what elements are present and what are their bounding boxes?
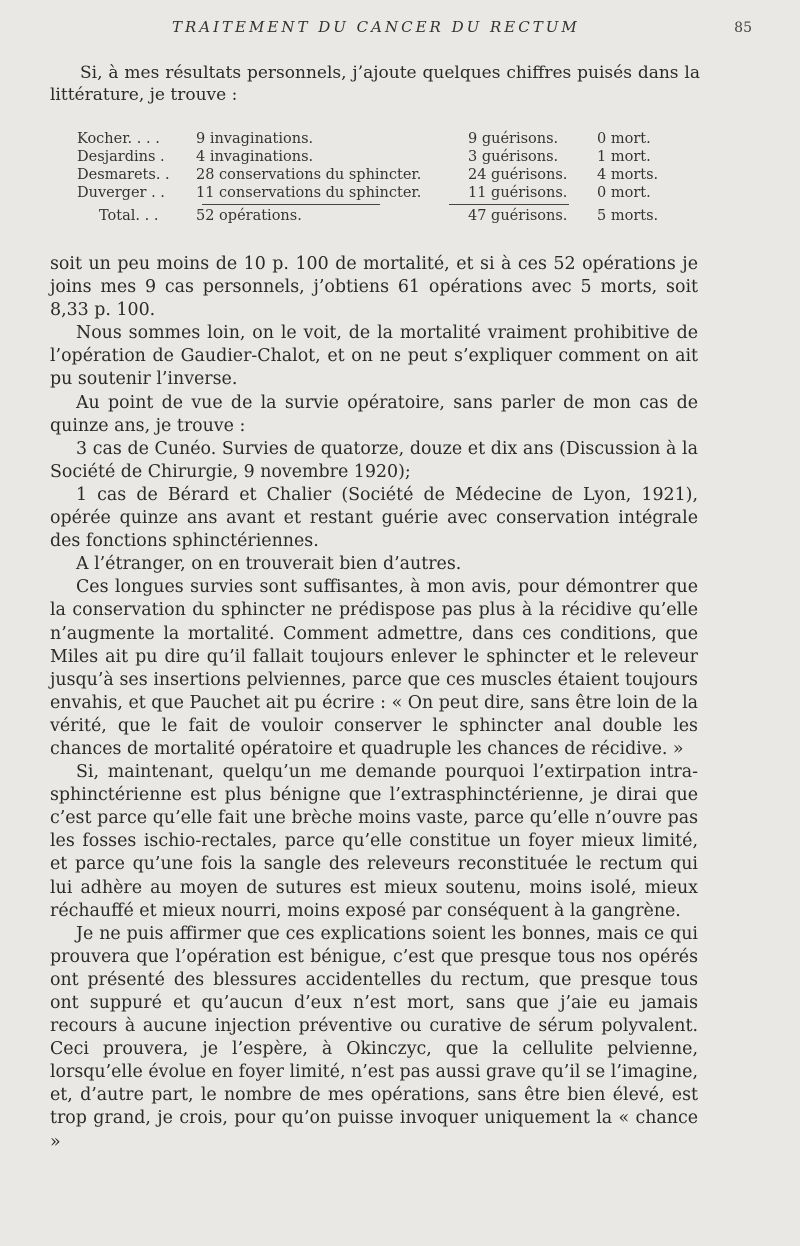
total-label: Total. . . [99, 208, 159, 224]
results-cell: 9 guérisons. [468, 131, 559, 147]
paragraph: Au point de vue de la survie opératoire, sans parler de mon cas de quinze ans, je trouve : [50, 392, 698, 436]
paragraph: Si, maintenant, quelqu’un me demande pourquoi l’extirpation intra-sphinctérienne est plus bénigne que l’extrasphinctérienne, je dirai que c’est parce qu’elle fait une brèche moins vaste, parce qu’elle n’ouvre pas les fosses ischio-rectales, parce qu’elle constitue un foyer mieux limité, et parce qu’une fois la sangle des releveurs reconstituée le rectum qui lui adhère au moyen de sutures est mieux soutenu, moins isolé, mieux réchauffé et mieux nourri, moins exposé par conséquent à la gangrène. [50, 762, 698, 921]
table-rule [449, 204, 569, 205]
page-number: 85 [734, 20, 752, 36]
surgeon-name: Duverger . . [77, 185, 165, 201]
deaths-cell: 4 morts. [597, 167, 659, 183]
deaths-cell: 0 mort. [597, 185, 651, 201]
results-cell: 3 guérisons. [468, 149, 559, 165]
deaths-cell: 0 mort. [597, 131, 651, 147]
body-text [50, 253, 698, 1154]
results-cell: 24 guérisons. [468, 167, 568, 183]
running-title: TRAITEMENT DU CANCER DU RECTUM [172, 18, 580, 36]
operations-cell: 9 invaginations. [196, 131, 314, 147]
operations-cell: 11 conservations du sphincter. [196, 185, 422, 201]
paragraph: Je ne puis affirmer que ces explications soient les bonnes, mais ce qui prouvera que l’opération est bénigue, c’est que presque tous nos opérés ont présenté des blessures accidentelles du rectum, que presque tous ont suppuré et qu’aucun d’eux n’est mort, sans que j’aie eu jamais recours à aucune injection préventive ou curative de sérum polyvalent. Ceci prouvera, je l’espère, à Okinczyc, que la cellulite pelvienne, lorsqu’elle évolue en foyer limité, n’est pas aussi grave qu’il se l’imagine, et, d’autre part, le nombre de mes opérations, sans être bien élevé, est trop grand, je crois, pour qu’on puisse invoquer uniquement la « chance » [50, 923, 698, 1152]
surgeon-name: Kocher. . . . [77, 131, 160, 147]
paragraph: A l’étranger, on en trouverait bien d’autres. [76, 554, 462, 575]
paragraph: Ces longues survies sont suffisantes, à mon avis, pour démontrer que la conservation du sphincter ne prédispose pas plus à la récidive qu’elle n’augmente la mortalité. Comment admettre, dans ces conditions, que Miles ait pu dire qu’il fallait toujours enlever le sphincter et le releveur jusqu’à ses insertions pelviennes, parce que ces muscles étaient toujours envahis, et que Pauchet ait pu écrire : « On peut dire, sans être loin de la vérité, que le fait de vouloir conserver le sphincter anal double les chances de mortalité opératoire et quadruple les chances de récidive. » [50, 577, 698, 759]
paragraph: 3 cas de Cunéo. Survies de quatorze, douze et dix ans (Discussion à la Société de Chirurgie, 9 novembre 1920); [50, 438, 698, 482]
total-operations: 52 opérations. [196, 208, 302, 224]
surgeon-name: Desmarets. . [77, 167, 170, 183]
operations-cell: 28 conservations du sphincter. [196, 167, 422, 183]
deaths-cell: 1 mort. [597, 149, 651, 165]
results-cell: 11 guérisons. [468, 185, 568, 201]
total-deaths: 5 morts. [597, 208, 659, 224]
paragraph: 1 cas de Bérard et Chalier (Société de Médecine de Lyon, 1921), opérée quinze ans avant et restant guérie avec conservation intégrale des fonctions sphinctériennes. [50, 484, 698, 552]
total-results: 47 guérisons. [468, 208, 568, 224]
paragraph: soit un peu moins de 10 p. 100 de mortalité, et si à ces 52 opérations je joins mes 9 cas personnels, j’obtiens 61 opérations avec 5 morts, soit 8,33 p. 100. [50, 254, 698, 321]
surgeon-name: Desjardins . [77, 149, 165, 165]
intro-paragraph: Si, à mes résultats personnels, j’ajoute quelques chiffres puisés dans la littérature, je trouve : [50, 63, 700, 105]
page-header [50, 18, 760, 42]
table-rule [202, 204, 380, 205]
operations-cell: 4 invaginations. [196, 149, 314, 165]
paragraph: Nous sommes loin, on le voit, de la mortalité vraiment prohibitive de l’opération de Gaudier-Chalot, et on ne peut s’expliquer comment on ait pu soutenir l’inverse. [50, 323, 698, 390]
